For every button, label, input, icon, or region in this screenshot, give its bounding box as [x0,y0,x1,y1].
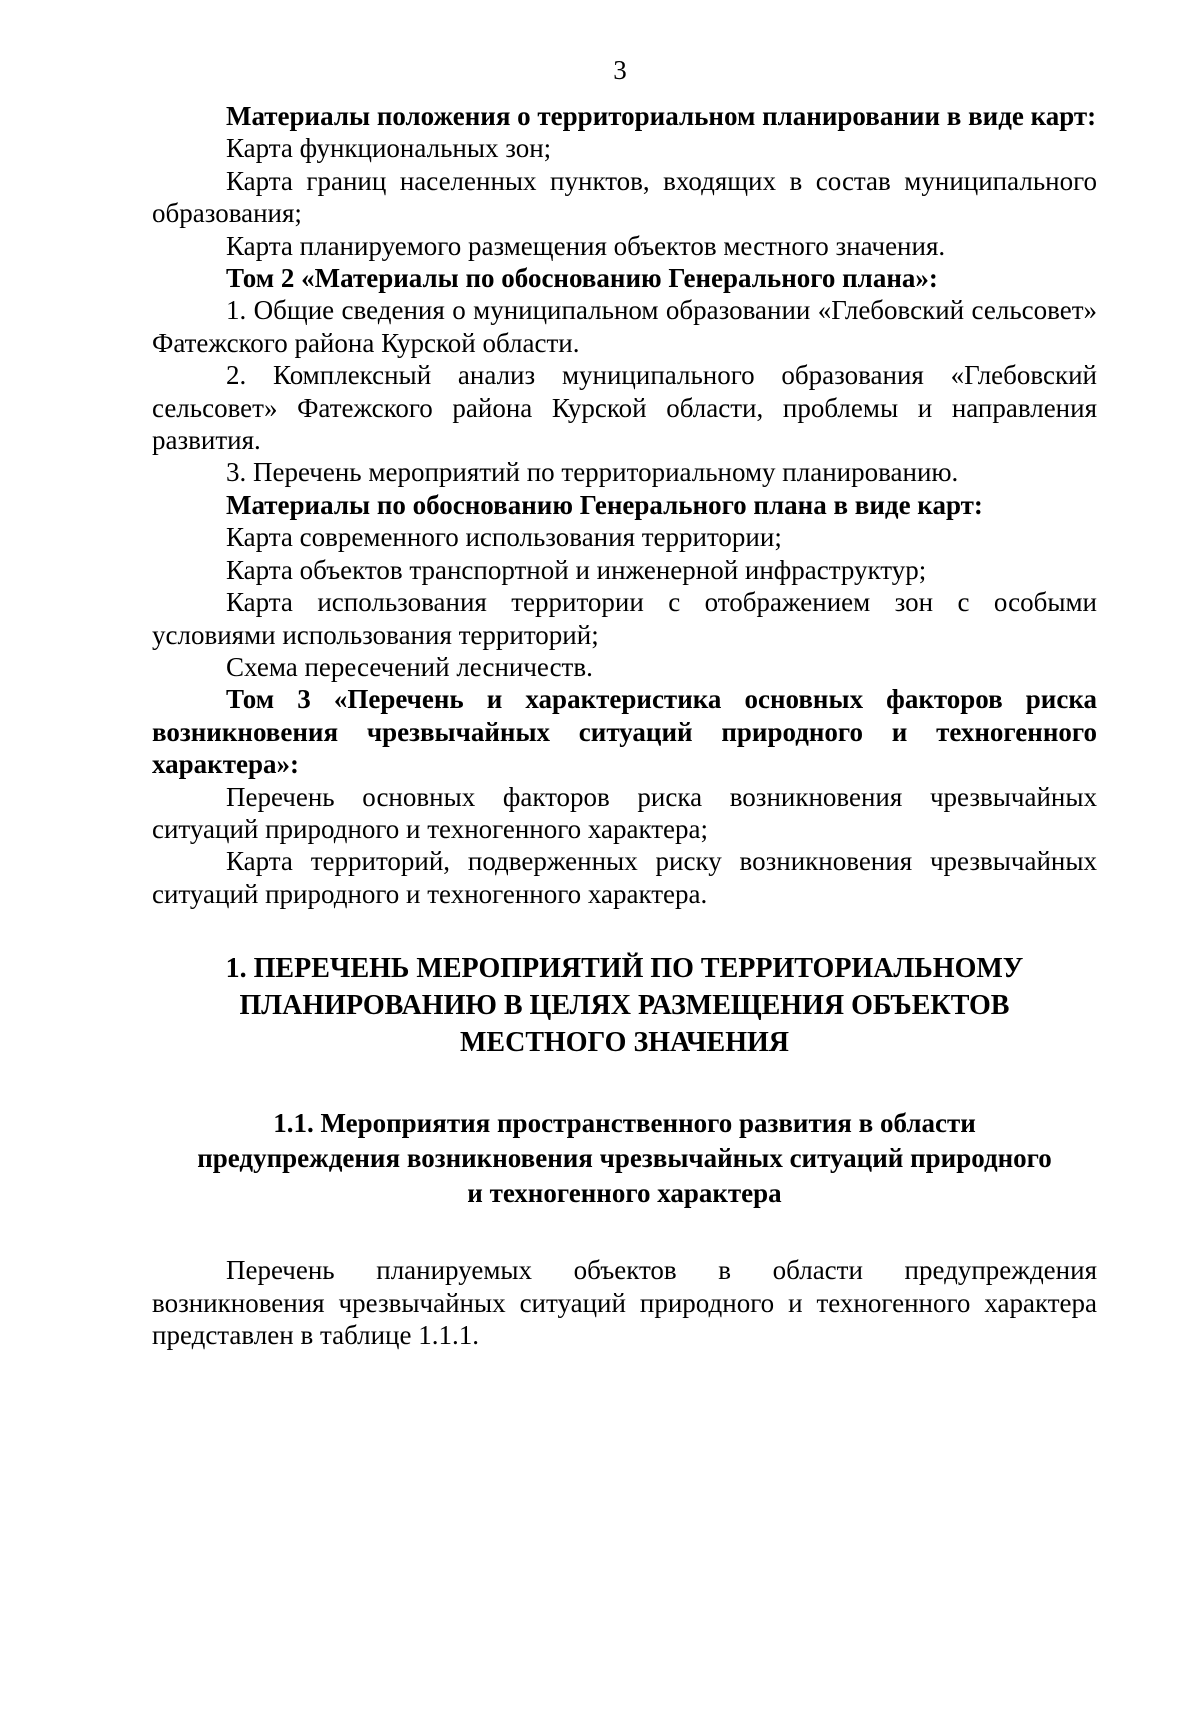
section-heading-line: МЕСТНОГО ЗНАЧЕНИЯ [460,1027,789,1059]
page-number: 3 [613,55,627,85]
volume3-heading: Том 3 «Перечень и характеристика основных факторов риска возникновения чрезвычайных ситуаций природного и техногенного характера»: [152,684,1097,780]
list-item: 1. Общие сведения о муниципальном образовании «Глебовский сельсовет» Фатежского района Курской области. [152,295,1097,358]
volume2-heading: Том 2 «Материалы по обоснованию Генерального плана»: [226,263,938,294]
list-item: Карта современного использования территории; [226,522,782,553]
section-heading [152,950,1097,1061]
subsection-heading-line: и техногенного характера [467,1178,782,1209]
subsection-heading [152,1106,1097,1211]
subsection-heading-line: 1.1. Мероприятия пространственного развития в области [273,1108,976,1139]
list-item: Схема пересечений лесничеств. [226,651,593,682]
list-item: 3. Перечень мероприятий по территориальному планированию. [226,457,959,488]
list-item: Карта использования территории с отображением зон с особыми условиями использования территорий; [152,587,1097,650]
section-heading-line: 1. ПЕРЕЧЕНЬ МЕРОПРИЯТИЙ ПО ТЕРРИТОРИАЛЬНОМУ [225,953,1024,985]
volume1-maps-heading: Материалы положения о территориальном планировании в виде карт: [226,101,1097,131]
subsection-heading-line: предупреждения возникновения чрезвычайных ситуаций природного [197,1143,1052,1174]
list-item: 2. Комплексный анализ муниципального образования «Глебовский сельсовет» Фатежского района Курской области, проблемы и направления развития. [152,360,1097,456]
list-item: Карта территорий, подверженных риску возникновения чрезвычайных ситуаций природного и техногенного характера. [152,846,1097,909]
list-item: Перечень основных факторов риска возникновения чрезвычайных ситуаций природного и техногенного характера; [152,781,1097,844]
list-item: Карта объектов транспортной и инженерной инфраструктур; [226,554,927,585]
section-heading-line: ПЛАНИРОВАНИЮ В ЦЕЛЯХ РАЗМЕЩЕНИЯ ОБЪЕКТОВ [239,990,1010,1022]
body-paragraph: Перечень планируемых объектов в области предупреждения возникновения чрезвычайных ситуаций природного и техногенного характера представлен в таблице 1.1.1. [152,1255,1097,1350]
list-item: Карта функциональных зон; [226,133,552,164]
document-body [152,100,1097,1351]
list-item: Карта планируемого размещения объектов местного значения. [226,230,946,261]
list-item: Карта границ населенных пунктов, входящих в состав муниципального образования; [152,165,1097,229]
volume2-maps-heading: Материалы по обоснованию Генерального плана в виде карт: [226,489,983,520]
